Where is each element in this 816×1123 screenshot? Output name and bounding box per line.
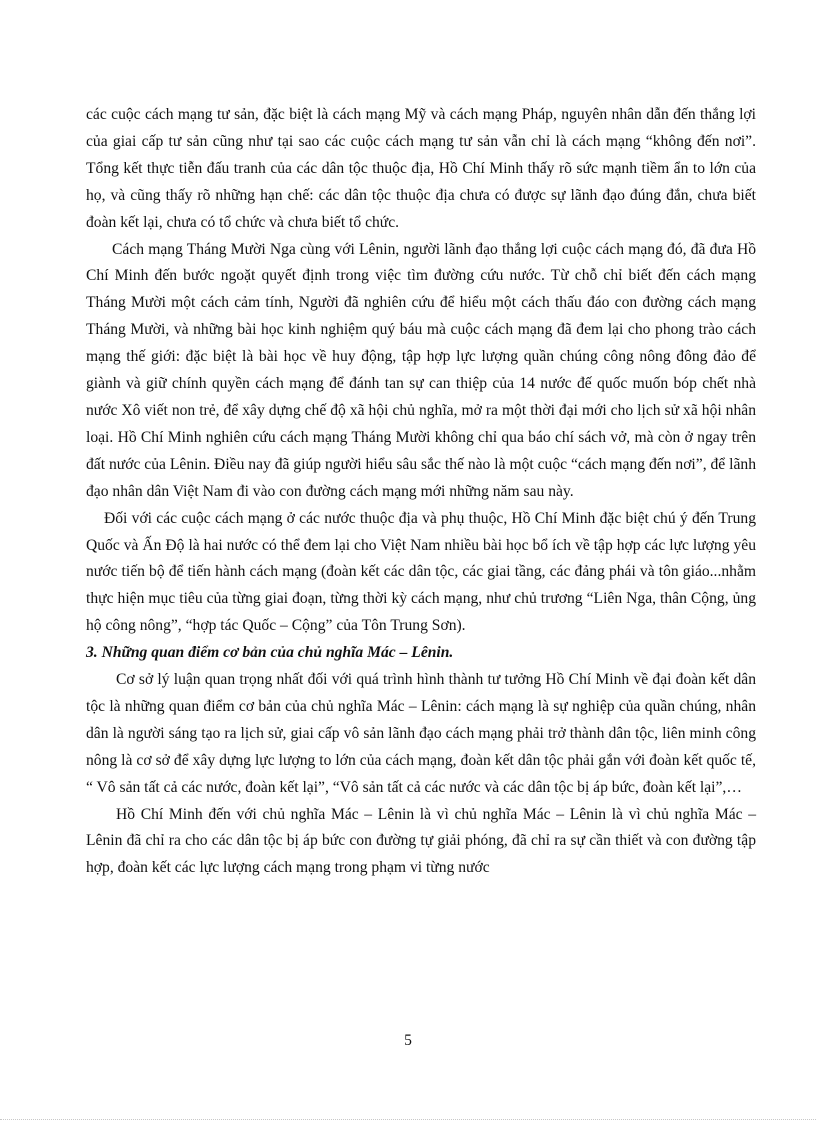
page-bottom-divider: [0, 1119, 816, 1120]
page-body: [86, 102, 756, 882]
paragraph-2: Cách mạng Tháng Mười Nga cùng với Lênin, người lãnh đạo thắng lợi cuộc cách mạng đó, đã đưa Hồ Chí Minh đến bước ngoặt quyết định trong việc tìm đường cứu nước. Từ chỗ chỉ biết đến cách mạng Tháng Mười một cách cảm tính, Người đã nghiên cứu để hiểu một cách thấu đáo con đường cách mạng Tháng Mười, và những bài học kinh nghiệm quý báu mà cuộc cách mạng đã đem lại cho phong trào cách mạng thế giới: đặc biệt là bài học về huy động, tập hợp lực lượng quần chúng công nông đông đảo để giành và giữ chính quyền cách mạng để đánh tan sự can thiệp của 14 nước đế quốc muốn bóp chết nhà nước Xô viết non trẻ, để xây dựng chế độ xã hội chủ nghĩa, mở ra một thời đại mới cho lịch sử xã hội nhân loại. Hồ Chí Minh nghiên cứu cách mạng Tháng Mười không chỉ qua báo chí sách vở, mà còn ở ngay trên đất nước của Lênin. Điều nay đã giúp người hiểu sâu sắc thế nào là một cuộc “cách mạng đến nơi”, để lãnh đạo nhân dân Việt Nam đi vào con đường cách mạng mới những năm sau này.: [86, 240, 756, 500]
paragraph-3: Đối với các cuộc cách mạng ở các nước thuộc địa và phụ thuộc, Hồ Chí Minh đặc biệt chú ý đến Trung Quốc và Ấn Độ là hai nước có thể đem lại cho Việt Nam nhiều bài học bổ ích về tập hợp các lực lượng yêu nước tiến bộ để tiến hành cách mạng (đoàn kết các dân tộc, các giai tầng, các đảng phái và tôn giáo...nhằm thực hiện mục tiêu của từng giai đoạn, từng thời kỳ cách mạng, như chủ trương “Liên Nga, thân Cộng, ủng hộ công nông”, “hợp tác Quốc – Cộng” của Tôn Trung Sơn).: [86, 509, 756, 635]
page-number: 5: [404, 1032, 412, 1049]
section-heading: 3. Những quan điểm cơ bản của chủ nghĩa Mác – Lênin.: [86, 644, 454, 662]
paragraph-4: Cơ sở lý luận quan trọng nhất đối với quá trình hình thành tư tưởng Hồ Chí Minh về đại đoàn kết dân tộc là những quan điểm cơ bản của chủ nghĩa Mác – Lênin: cách mạng là sự nghiệp của quần chúng, nhân dân là người sáng tạo ra lịch sử, giai cấp vô sản lãnh đạo cách mạng phải trở thành dân tộc, liên minh công nông là cơ sở để xây dựng lực lượng to lớn của cách mạng, đoàn kết dân tộc phải gắn với đoàn kết quốc tế, “ Vô sản tất cả các nước, đoàn kết lại”, “Vô sản tất cả các nước và các dân tộc bị áp bức, đoàn kết lại”,…: [86, 671, 756, 796]
paragraph-5: Hồ Chí Minh đến với chủ nghĩa Mác – Lênin là vì chủ nghĩa Mác – Lênin là vì chủ nghĩa Mác – Lênin đã chỉ ra cho các dân tộc bị áp bức con đường tự giải phóng, đã chỉ ra sự cần thiết và con đường tập hợp, đoàn kết các lực lượng cách mạng trong phạm vi từng nước: [86, 805, 756, 877]
paragraph-1: các cuộc cách mạng tư sản, đặc biệt là cách mạng Mỹ và cách mạng Pháp, nguyên nhân dẫn đến thắng lợi của giai cấp tư sản cũng như tại sao các cuộc cách mạng tư sản vẫn chỉ là cách mạng “không đến nơi”. Tổng kết thực tiễn đấu tranh của các dân tộc thuộc địa, Hồ Chí Minh thấy rõ sức mạnh tiềm ẩn to lớn của họ, và cũng thấy rõ những hạn chế: các dân tộc thuộc địa chưa có được sự lãnh đạo đúng đắn, chưa biết đoàn kết lại, chưa có tổ chức và chưa biết tổ chức.: [86, 106, 756, 231]
